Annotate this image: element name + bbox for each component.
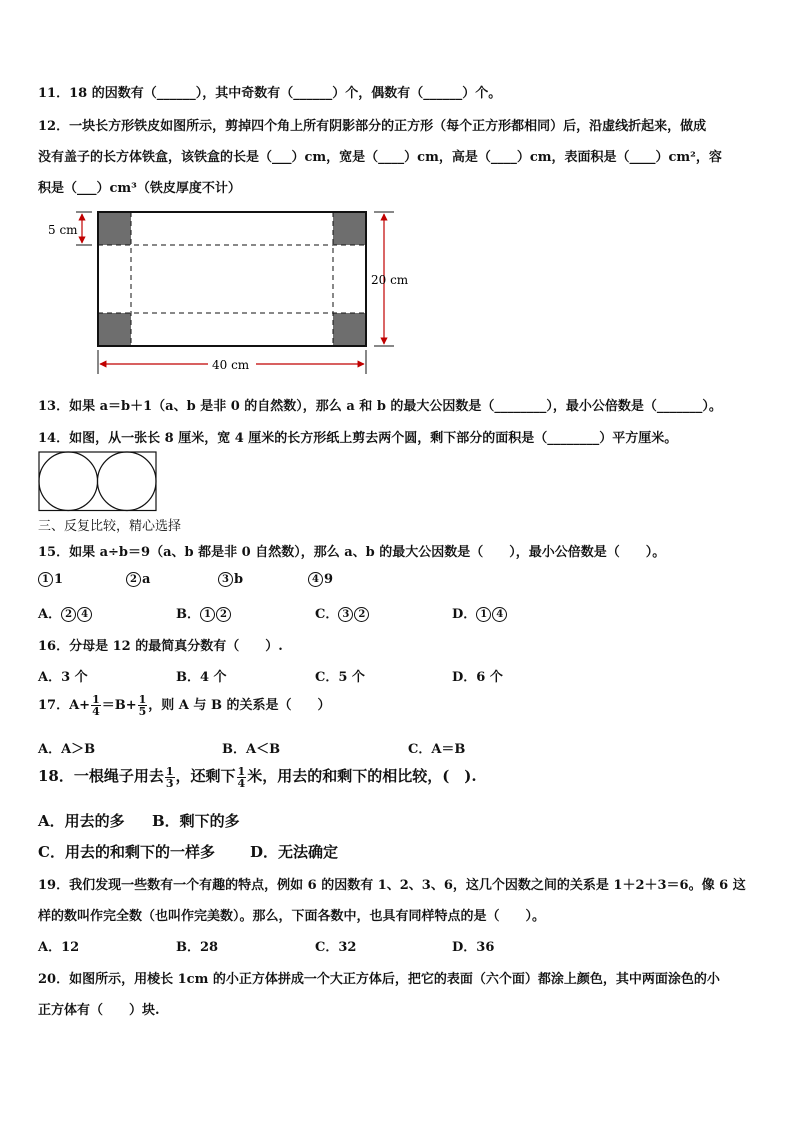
q15-item-2: 2 a bbox=[126, 572, 150, 587]
q17-choice-b[interactable]: B．A＜B bbox=[222, 742, 281, 757]
question-12-line3: 积是（___）cm³（铁皮厚度不计） bbox=[38, 181, 241, 196]
question-19-line2: 样的数叫作完全数（也叫作完美数）。那么，下面各数中，也具有同样特点的是（ ）。 bbox=[38, 909, 546, 924]
q18-choice-a[interactable]: A．用去的多 bbox=[38, 812, 125, 830]
fold-lines bbox=[98, 212, 366, 346]
corner-square-top-right bbox=[333, 212, 366, 245]
q19-choice-d[interactable]: D．36 bbox=[452, 940, 495, 955]
q19-choice-a[interactable]: A．12 bbox=[38, 940, 80, 955]
q17-choice-c[interactable]: C．A＝B bbox=[408, 742, 466, 757]
q16-choice-c[interactable]: C．5 个 bbox=[315, 670, 365, 685]
question-17-stem: 17．A+ $\frac{1}{4}$ ＝B+ $\frac{1}{5}$ ，则 A 与 B 的关系是（ ） bbox=[38, 693, 331, 718]
q16-choice-b[interactable]: B．4 个 bbox=[176, 670, 227, 685]
q19-choice-b[interactable]: B．28 bbox=[176, 940, 219, 955]
question-15-stem: 15．如果 a÷b＝9（a、b 都是非 0 自然数），那么 a、b 的最大公因数是（ ），最小公倍数是（ ）。 bbox=[38, 545, 666, 560]
q18-choice-d[interactable]: D．无法确定 bbox=[250, 843, 339, 861]
circle-left bbox=[39, 452, 98, 511]
question-11: 11．18 的因数有（______），其中奇数有（______）个，偶数有（______）个。 bbox=[38, 86, 502, 101]
corner-square-bottom-left bbox=[98, 313, 131, 346]
question-12-line1: 12．一块长方形铁皮如图所示，剪掉四个角上所有阴影部分的正方形（每个正方形都相同）后，沿虚线折起来，做成 bbox=[38, 119, 707, 134]
height-label: 20 cm bbox=[371, 273, 409, 287]
question-20-line1: 20．如图所示，用棱长 1cm 的小正方体拼成一个大正方体后，把它的表面（六个面）都涂上颜色，其中两面涂色的小 bbox=[38, 972, 720, 987]
circled-number-1: 1 bbox=[38, 572, 53, 587]
fraction-one-fifth: $\frac{1}{5}$ bbox=[138, 693, 147, 718]
q15-choice-c[interactable]: C． 3 2 bbox=[315, 603, 370, 622]
question-13: 13．如果 a＝b＋1（a、b 是非 0 的自然数），那么 a 和 b 的最大公因数是（________），最小公倍数是（_______）。 bbox=[38, 399, 722, 414]
q15-choice-b[interactable]: B． 1 2 bbox=[176, 603, 232, 622]
q15-choice-d[interactable]: D． 1 4 bbox=[452, 603, 508, 622]
question-12-line2: 没有盖子的长方体铁盒，该铁盒的长是（___）cm，宽是（____）cm，高是（____）cm，表面积是（____）cm²，容 bbox=[38, 150, 722, 165]
q18-choice-c[interactable]: C．用去的和剩下的一样多 bbox=[38, 843, 215, 861]
question-19-line1: 19．我们发现一些数有一个有趣的特点，例如 6 的因数有 1、2、3、6，这几个因数之间的关系是 1＋2＋3＝6。像 6 这 bbox=[38, 878, 746, 893]
corner-square-top-left bbox=[98, 212, 131, 245]
q19-choice-c[interactable]: C．32 bbox=[315, 940, 357, 955]
corner-square-bottom-right bbox=[333, 313, 366, 346]
circle-right bbox=[98, 452, 157, 511]
sheet-outline bbox=[98, 212, 366, 346]
q15-item-1: 1 1 bbox=[38, 572, 63, 587]
fraction-one-third: $\frac{1}{3}$ bbox=[165, 764, 174, 790]
q18-choice-b[interactable]: B．剩下的多 bbox=[152, 812, 240, 830]
sheet-diagram bbox=[40, 200, 430, 378]
q17-choice-a[interactable]: A．A＞B bbox=[38, 742, 96, 757]
q16-choice-d[interactable]: D．6 个 bbox=[452, 670, 503, 685]
question-20-line2: 正方体有（ ）块. bbox=[38, 1003, 160, 1018]
q15-item-3: 3 b bbox=[218, 572, 243, 587]
fraction-one-quarter-b: $\frac{1}{4}$ bbox=[237, 764, 246, 790]
section-3-heading: 三、反复比较，精心选择 bbox=[38, 519, 182, 534]
width-label: 40 cm bbox=[212, 358, 250, 372]
q15-item-4: 4 9 bbox=[308, 572, 333, 587]
circled-number-2: 2 bbox=[126, 572, 141, 587]
circled-number-4: 4 bbox=[308, 572, 323, 587]
question-18-stem: 18．一根绳子用去 $\frac{1}{3}$ ，还剩下 $\frac{1}{4}$ 米，用去的和剩下的相比较，( ). bbox=[38, 764, 477, 790]
q15-choice-a[interactable]: A． 2 4 bbox=[38, 603, 93, 622]
question-14: 14．如图，从一张长 8 厘米，宽 4 厘米的长方形纸上剪去两个圆，剩下部分的面积是（________）平方厘米。 bbox=[38, 431, 678, 446]
circled-number-3: 3 bbox=[218, 572, 233, 587]
fraction-one-quarter: $\frac{1}{4}$ bbox=[92, 693, 100, 718]
q16-choice-a[interactable]: A．3 个 bbox=[38, 670, 88, 685]
two-circles-diagram bbox=[38, 451, 158, 513]
corner-label: 5 cm bbox=[48, 223, 78, 237]
question-16-stem: 16．分母是 12 的最简真分数有（ ）. bbox=[38, 639, 283, 654]
